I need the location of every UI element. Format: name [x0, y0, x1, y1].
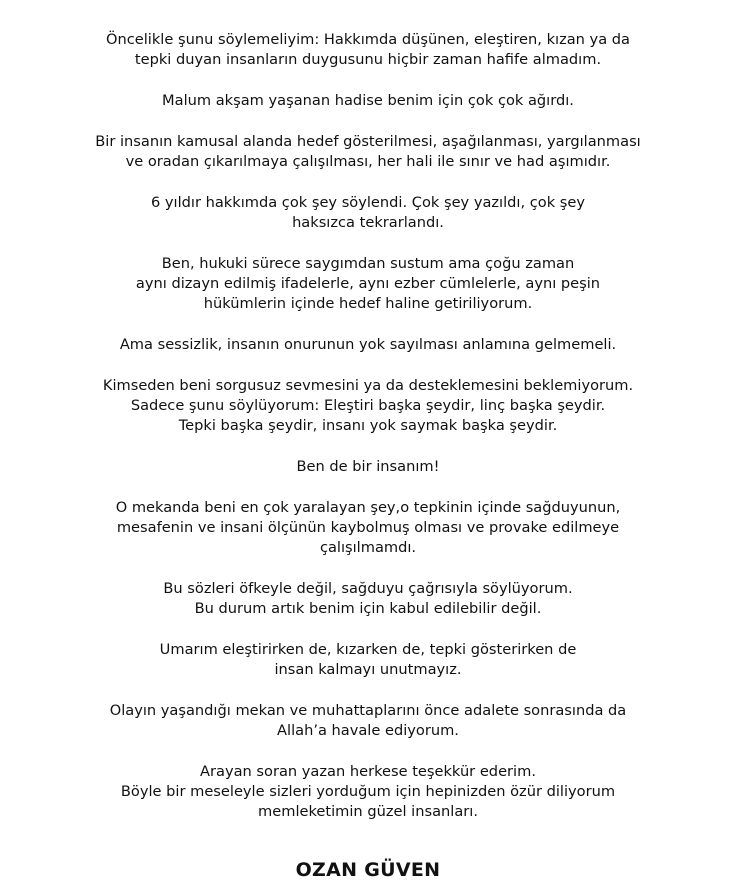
paragraph-11: Umarım eleştirirken de, kızarken de, tepki gösterirken de insan kalmayı unutmayız. — [159, 641, 577, 678]
paragraph-8: Ben de bir insanım! — [296, 458, 440, 475]
paragraph-1: Öncelikle şunu söylemeliyim: Hakkımda düşünen, eleştiren, kızan ya da tepki duyan insanların duygusunu hiçbir zaman hafife almadım. — [106, 31, 630, 68]
signature: OZAN GÜVEN — [295, 859, 441, 881]
paragraph-2: Malum akşam yaşanan hadise benim için çok çok ağırdı. — [162, 92, 574, 109]
statement-body — [0, 30, 736, 843]
paragraph-10: Bu sözleri öfkeyle değil, sağduyu çağrısıyla söylüyorum. Bu durum artık benim için kabul edilebilir değil. — [163, 580, 573, 617]
paragraph-3: Bir insanın kamusal alanda hedef gösterilmesi, aşağılanması, yargılanması ve oradan çıkarılmaya çalışılması, her hali ile sınır ve had aşımıdır. — [95, 133, 641, 170]
paragraph-7: Kimseden beni sorgusuz sevmesini ya da desteklemesini beklemiyorum. Sadece şunu söylüyorum: Eleştiri başka şeydir, linç başka şeydir. Tepki başka şeydir, insanı yok saymak başka şeydir. — [102, 377, 634, 434]
paragraph-13: Arayan soran yazan herkese teşekkür ederim. Böyle bir meseleyle sizleri yorduğum için hepinizden özür diliyorum memleketimin güzel insanları. — [120, 763, 616, 820]
paragraph-5: Ben, hukuki sürece saygımdan sustum ama çoğu zaman aynı dizayn edilmiş ifadelerle, aynı ezber cümlelerle, aynı peşin hükümlerin içinde hedef haline getiriliyorum. — [135, 255, 601, 312]
paragraph-9: O mekanda beni en çok yaralayan şey,o tepkinin içinde sağduyunun, mesafenin ve insani ölçünün kaybolmuş olması ve provake edilmeye çalışılmamdı. — [115, 499, 621, 556]
paragraph-4: 6 yıldır hakkımda çok şey söylendi. Çok şey yazıldı, çok şey haksızca tekrarlandı. — [150, 194, 586, 231]
paragraph-12: Olayın yaşandığı mekan ve muhattaplarını önce adalete sonrasında da Allah’a havale ediyorum. — [109, 702, 627, 739]
paragraph-6: Ama sessizlik, insanın onurunun yok sayılması anlamına gelmemeli. — [119, 336, 617, 353]
